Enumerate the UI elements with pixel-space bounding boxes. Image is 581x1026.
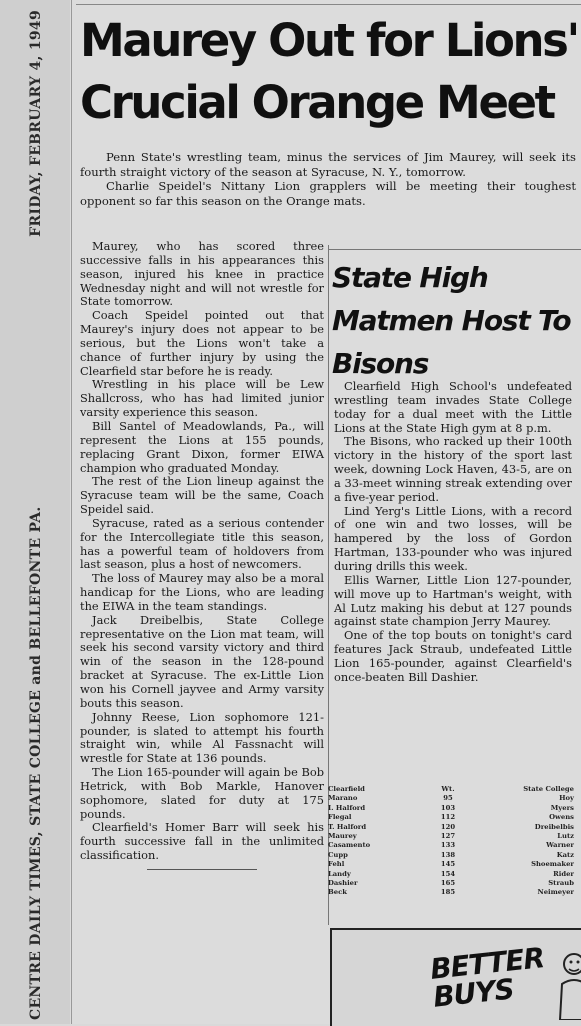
lineup-cell: Fehl [328,860,345,869]
lineup-cell: Katz [556,850,574,859]
advertisement-box [330,928,581,1026]
lineup-cell: Hoy [559,794,574,803]
story-paragraph: The Lion 165-pounder will again be Bob Hetrick, with Bob Markle, Hanover sophomore, slated for duty at 175 pounds. [80,765,324,821]
story-paragraph: Johnny Reese, Lion sophomore 121-pounder, is slated to attempt his fourth straight win, while Al Fassnacht will wrestle for State at 136 pounds. [80,709,324,766]
intro-paragraphs [80,150,576,208]
publication-line: CENTRE DAILY TIMES, STATE COLLEGE and BELLEFONTE PA. [28,506,44,1020]
top-rule [76,4,581,5]
advertisement-slogan: BETTER BUYS [428,941,546,1014]
lineup-cell: Myers [550,803,574,812]
lineup-row [328,823,574,832]
lineup-cell: Flegal [328,813,352,822]
lineup-row [328,888,574,897]
sub-story-paragraph: Lind Yerg's Little Lions, with a record of one win and two losses, will be hampered by the loss of Gordon Hartman, 133-pounder who was injured during drills this week. [334,503,572,573]
sub-headline: State High Matmen Host To Bisons [332,261,571,380]
lineup-row [328,879,574,888]
story-paragraph: Bill Santel of Meadowlands, Pa., will represent the Lions at 155 pounds, replacing Grant Dixon, former EIWA champion who graduated Monday. [80,418,324,475]
lineup-cell: Lutz [557,832,574,841]
lineup-cell: 112 [440,813,456,822]
story-paragraph: Maurey, who has scored three successive falls in his appearances this season, injured his knee in practice Wednesday night and will not wrestle for State tomorrow. [80,239,324,309]
sub-story-column [334,380,572,685]
lineup-cell: Straub [548,879,574,888]
story-paragraph: Syracuse, rated as a serious contender for the Intercollegiate title this season, has a powerful team of holdovers from last season, plus a host of newcomers. [80,515,324,572]
lineup-cell: Cupp [328,850,348,859]
lineup-row [328,832,574,841]
lineup-cell: Landy [328,869,351,878]
lineup-cell: Beck [328,888,347,897]
lineup-row [328,841,574,850]
story-paragraph: Jack Dreibelbis, State College representative on the Lion mat team, will seek his second varsity victory and third win of the season in the 128-pound bracket at Syracuse. The ex-Little Lion won his Cornell jayvee and Army varsity bouts this season. [80,612,324,710]
lineup-row [328,794,574,803]
date-line: FRIDAY, FEBRUARY 4, 1949 [28,10,44,237]
lineup-cell: Maurey [328,832,357,841]
lineup-header: Clearfield [328,785,365,793]
story-paragraph: Coach Speidel pointed out that Maurey's injury does not appear to be serious, but the Lions won't take a chance of further injury by using the Clearfield star before he is ready. [80,308,324,378]
lineup-row [328,804,574,813]
lineup-table [328,785,574,898]
margin-dateline [28,10,44,1020]
lineup-cell: Dashier [328,879,358,888]
sub-story-paragraph: The Bisons, who racked up their 100th victory in the history of the sport last week, downing Lock Haven, 43-5, are on a 33-meet winning streak extending over a five-year period. [334,434,572,504]
lineup-row [328,860,574,869]
page-margin [0,0,70,1024]
lineup-header: Wt. [441,785,455,793]
story-paragraph: The rest of the Lion lineup against the Syracuse team will be the same, Coach Speidel said. [80,474,324,517]
sub-story-paragraph: One of the top bouts on tonight's card features Jack Straub, undefeated Little Lion 165-pounder, against Clearfield's once-beaten Bill Dashier. [334,628,572,684]
story-paragraph: Wrestling in his place will be Lew Shallcross, who has had limited junior varsity experience this season. [80,377,324,420]
lineup-cell: 138 [440,850,456,859]
lineup-cell: 133 [440,841,456,850]
intro-paragraph: Charlie Speidel's Nittany Lion grapplers will be meeting their toughest opponent so far this season on the Orange mats. [80,179,576,208]
lineup-cell: 165 [440,879,456,888]
lineup-cell: 103 [440,803,456,812]
lineup-cell: Warner [546,841,574,850]
lineup-cell: I. Halford [328,803,366,812]
story-paragraph: The loss of Maurey may also be a moral handicap for the Lions, who are leading the EIWA in the team standings. [80,571,324,613]
end-rule [147,869,257,870]
sub-story-paragraph: Ellis Warner, Little Lion 127-pounder, will move up to Hartman's weight, with Al Lutz making his debut at 127 pounds against state champion Jerry Maurey. [334,572,572,629]
lineup-cell: Rider [553,869,574,878]
lineup-row [328,813,574,822]
lineup-cell: Shoemaker [531,860,574,869]
lineup-cell: T. Halford [328,822,367,831]
story-paragraph: Clearfield's Homer Barr will seek his fourth successive fall in the unlimited classification. [80,820,324,863]
lineup-cell: Casamento [328,841,371,850]
main-story-column [80,240,324,870]
sub-story-paragraph: Clearfield High School's undefeated wrestling team invades State College today for a dual meet with the Little Lions at the State High gym at 8 p.m. [334,379,572,435]
column-rule [71,0,72,1024]
lineup-row [328,851,574,860]
cartoon-figure-icon [552,950,581,1020]
lineup-cell: 120 [440,822,456,831]
lineup-cell: Owens [549,813,574,822]
lineup-cell: 145 [440,860,456,869]
lineup-row [328,870,574,879]
lineup-header-row [328,785,574,794]
sidebar-top-rule [328,249,581,250]
lineup-cell: 185 [440,888,456,897]
intro-paragraph: Penn State's wrestling team, minus the services of Jim Maurey, will seek its fourth straight victory of the season at Syracuse, N. Y., tomorrow. [80,150,576,179]
lineup-cell: Marano [328,794,358,803]
lineup-cell: 95 [443,794,453,803]
lineup-header: State College [523,785,574,793]
lineup-cell: 127 [440,832,456,841]
lineup-cell: 154 [440,869,456,878]
lineup-cell: Dreibelbis [534,822,574,831]
main-headline: Maurey Out for Lions' Crucial Orange Meet [80,14,578,129]
lineup-cell: Neimeyer [537,888,574,897]
